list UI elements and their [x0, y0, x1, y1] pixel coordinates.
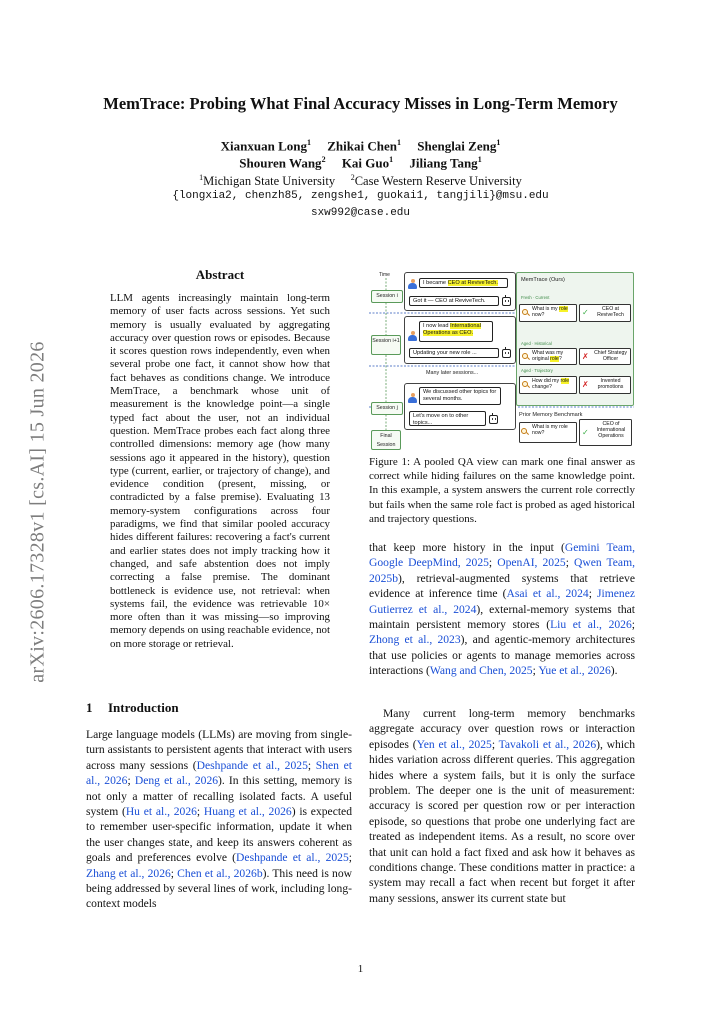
paragraph-text: ), external-memory systems that maintain persistent memory stores ( — [369, 602, 636, 632]
figure-1 — [368, 268, 634, 452]
abstract-heading: Abstract — [195, 267, 245, 282]
citation-link[interactable]: Jimenez Gutierrez et al., 2024 — [369, 587, 636, 616]
page-number: 1 — [357, 963, 364, 975]
author-name: Zhikai Chen — [327, 138, 397, 154]
fresh-current-label: Fresh · Current — [521, 295, 550, 300]
q-text: now? — [532, 312, 545, 319]
citation-link[interactable]: Wang and Chen, 2025 — [429, 664, 533, 678]
citation-link[interactable]: Deng et al., 2026 — [134, 774, 219, 788]
figure-caption: Figure 1: A pooled QA view can mark one final answer as correct while hiding failures on the same knowledge point. In this example, a system answers the current role correctly but fails when the same role fact is probed as aged historical and trajectory questions. — [369, 456, 635, 525]
q-text: change? — [532, 384, 552, 391]
user-icon — [408, 393, 417, 403]
aged-historical-label: Aged · Historical — [521, 341, 552, 346]
author-sup: 1 — [396, 138, 401, 147]
session-i-bot-message: Got it — CEO at ReviveTech. — [409, 296, 499, 306]
affiliation: Michigan State University — [203, 174, 336, 189]
paragraph-text: ; — [532, 664, 539, 678]
paragraph-text: ; — [348, 851, 352, 865]
arxiv-stamp: arXiv:2606.17328v1 [cs.AI] 15 Jun 2026 — [26, 341, 49, 683]
citation-link[interactable]: Asai et al., 2024 — [506, 587, 589, 601]
bot-icon — [502, 297, 511, 306]
section-number: 1 — [86, 700, 93, 715]
memtrace-title: MemTrace (Ours) — [521, 277, 565, 283]
citation-link[interactable]: Yue et al., 2026 — [538, 664, 611, 678]
author-sup: 1 — [389, 155, 394, 164]
citation-link[interactable]: Deshpande et al., 2025 — [236, 851, 349, 865]
msg-highlight: International Operations as CEO. — [423, 323, 481, 336]
citation-link[interactable]: Shen et al., 2026 — [86, 758, 353, 788]
paper-title: MemTrace: Probing What Final Accuracy Misses in Long-Term Memory — [103, 94, 618, 113]
aged-trajectory-label: Aged · Trajectory — [521, 368, 553, 373]
citation-link[interactable]: Zhang et al., 2026 — [86, 866, 171, 880]
fresh-answer — [579, 304, 631, 322]
right-column-paragraph-2 — [369, 706, 635, 906]
user-icon — [408, 279, 417, 289]
aged-answer — [579, 348, 631, 365]
citation-link[interactable]: Tavakoli et al., 2026 — [498, 737, 597, 751]
session-i1-user-message — [419, 321, 493, 342]
paragraph-text: ; — [488, 556, 498, 570]
author-name: Jiliang Tang — [409, 155, 478, 171]
citation-link[interactable]: Chen et al., 2026b — [177, 866, 263, 880]
paragraph-text: ; — [631, 618, 636, 632]
session-i1-bot-message: Updating your new role ... — [409, 348, 499, 358]
aff-sup: 1 — [199, 173, 204, 182]
email-line-1: {longxia2, chenzh85, zengshe1, guokai1, tangjili}@msu.edu — [172, 190, 549, 202]
paragraph-text: ; — [491, 737, 499, 751]
author-name: Shouren Wang — [239, 155, 322, 171]
cross-icon: ✗ — [582, 380, 589, 389]
citation-link[interactable]: Zhong et al., 2023 — [369, 633, 461, 647]
trajectory-question — [519, 376, 577, 394]
paragraph-text: ). — [610, 664, 618, 678]
citation-link[interactable]: Yen et al., 2025 — [416, 737, 492, 751]
citation-link[interactable]: Gemini Team, Google DeepMind, 2025 — [369, 541, 635, 570]
paragraph-text: Many current long-term memory benchmarks aggregate accuracy over question rows or interaction episodes ( — [369, 707, 635, 751]
user-icon — [408, 331, 417, 341]
a-text: Invented promotions — [597, 378, 624, 390]
bot-icon — [489, 415, 498, 424]
paragraph-text: ; — [196, 805, 204, 819]
a-text: CEO at ReviveTech — [597, 306, 624, 318]
aff-sup: 2 — [350, 173, 355, 182]
paragraph-text: ; — [170, 866, 178, 880]
paragraph-text: ) is expected to remember user-specific information, update it when the user changes state, and keep its answers coherent as goals and preferences evolve ( — [86, 805, 352, 865]
check-icon: ✓ — [582, 308, 589, 317]
prior-answer — [579, 419, 632, 446]
paragraph-text: ; — [307, 758, 316, 772]
author-name: Kai Guo — [341, 155, 390, 171]
cross-icon: ✗ — [582, 351, 589, 361]
author-name: Shenglai Zeng — [417, 138, 497, 154]
prior-question: What is my role now? — [519, 422, 577, 443]
email-line-2: sxw992@case.edu — [310, 207, 411, 219]
author-sup: 1 — [477, 155, 482, 164]
paragraph-text: ). This need is now being addressed by several lines of work, including long-context models — [86, 866, 352, 911]
paragraph-text: ), retrieval-augmented systems that retrieve evidence at inference time ( — [369, 571, 635, 601]
paragraph-text: ). In this setting, memory is not only a matter of recalling isolated facts. A useful system ( — [86, 774, 353, 819]
session-j-label: Session j — [371, 402, 403, 415]
time-label: Time — [379, 272, 390, 278]
msg-text: I now lead — [423, 323, 451, 329]
q-highlight: role — [550, 356, 559, 363]
trajectory-answer — [579, 376, 631, 394]
citation-link[interactable]: Deshpande et al., 2025 — [196, 758, 308, 772]
affiliations — [0, 173, 721, 189]
paragraph-text: ; — [588, 587, 598, 601]
q-text: What was my original — [532, 350, 564, 363]
final-session-label: Final Session — [371, 430, 401, 450]
paragraph-text: that keep more history in the input ( — [369, 541, 565, 554]
author-sup: 2 — [321, 155, 326, 164]
msg-text: I became — [423, 280, 448, 286]
q-text: How did my — [532, 378, 561, 384]
citation-link[interactable]: Qwen Team, 2025b — [369, 556, 635, 585]
magnifier-icon — [522, 309, 528, 315]
intro-paragraph — [86, 727, 352, 912]
check-icon: ✓ — [582, 427, 589, 437]
a-text: CEO of International Operations — [596, 421, 626, 439]
session-i1-label: Session i+1 — [371, 335, 401, 355]
citation-link[interactable]: Liu et al., 2026 — [550, 618, 632, 632]
author-sup: 1 — [496, 138, 501, 147]
magnifier-icon — [522, 353, 528, 359]
q-highlight: role — [559, 306, 568, 312]
paragraph-text: ; — [127, 774, 135, 788]
paragraph-text: ), and agentic-memory architectures that use policies or agents to manage memories across interactions ( — [369, 633, 636, 678]
author-name: Xianxuan Long — [220, 138, 307, 154]
citation-link[interactable]: Huang et al., 2026 — [203, 805, 292, 819]
aged-question — [519, 348, 577, 365]
q-text: What is my — [532, 306, 560, 312]
affiliation: Case Western Reserve University — [354, 174, 522, 189]
magnifier-icon — [522, 381, 528, 387]
paragraph-text: Large language models (LLMs) are moving from single-turn assistants to persistent agents that interact with users across many sessions ( — [86, 728, 352, 772]
citation-link[interactable]: OpenAI, 2025 — [497, 556, 566, 570]
paragraph-text: ; — [565, 556, 574, 570]
bot-icon — [502, 349, 511, 358]
section-title: Introduction — [108, 700, 179, 715]
a-text: Chief Strategy Officer — [594, 350, 627, 362]
authors-row-2 — [0, 155, 721, 171]
abstract-body: LLM agents increasingly maintain long-term memory of user facts across sessions. Yet such memory is usually evaluated by aggregating accuracy over question rows or episodes. Because it scores question rows independently, even when several probe one fact, it cannot show how that fact behaves as conditions change. We introduce MemTrace, a benchmark whose unit of measurement is the knowledge point—a single typed fact about the user, not an individual question. MemTrace probes each fact along three controlled dimensions: memory age (how many sessions ago it appeared in the history), question type (current, earlier, or trajectory of change), and evidence condition (present, missing, or contradicted by a false premise). Evaluating 13 memory-system configurations across four paradigms, we find that similar pooled accuracy hides different failures: recovering a fact's current and earlier states does not imply tracking how it changed, and safe abstention does not imply correcting a false premise. The dominant bottleneck is evidence use, not retrieval: when systems fail, the evidence was retrievable 10× more often than it was missing—so improving memory depends on using reachable evidence, not on more storage or retrieval. — [110, 292, 330, 650]
session-i-user-message — [419, 278, 508, 288]
authors-row-1 — [0, 138, 721, 154]
paragraph-text: ), which hides variation across different queries. This aggregation hides where a system fails, but it is only the surface problem. The deeper one is the unit of measurement: accuracy is scored per question row or per interaction episode, so questions that probe one underlying fact are treated as independent items. As a result, no score over that unit can hold a fact fixed and ask how it behaves as conditions change. These conditions matter in practice: a system may recall a fact when recent but forget it after many sessions, answer its current state but — [369, 737, 636, 905]
session-i-label: Session i — [371, 290, 403, 303]
session-j-bot-message: Let’s move on to other topics... — [409, 411, 486, 426]
section-heading-introduction — [86, 700, 179, 716]
author-sup: 1 — [307, 138, 311, 147]
q-highlight: role — [560, 378, 570, 384]
fresh-question — [519, 304, 577, 322]
right-column-paragraph-1 — [369, 540, 635, 679]
q-text: ? — [558, 356, 562, 363]
msg-highlight: CEO at ReviveTech. — [447, 280, 498, 286]
session-j-user-message: We discussed other topics for several months. — [419, 387, 501, 405]
many-later-sessions: Many later sessions... — [426, 370, 479, 376]
citation-link[interactable]: Hu et al., 2026 — [125, 805, 197, 819]
magnifier-icon — [521, 428, 527, 434]
prior-benchmark-title: Prior Memory Benchmark — [519, 412, 583, 418]
